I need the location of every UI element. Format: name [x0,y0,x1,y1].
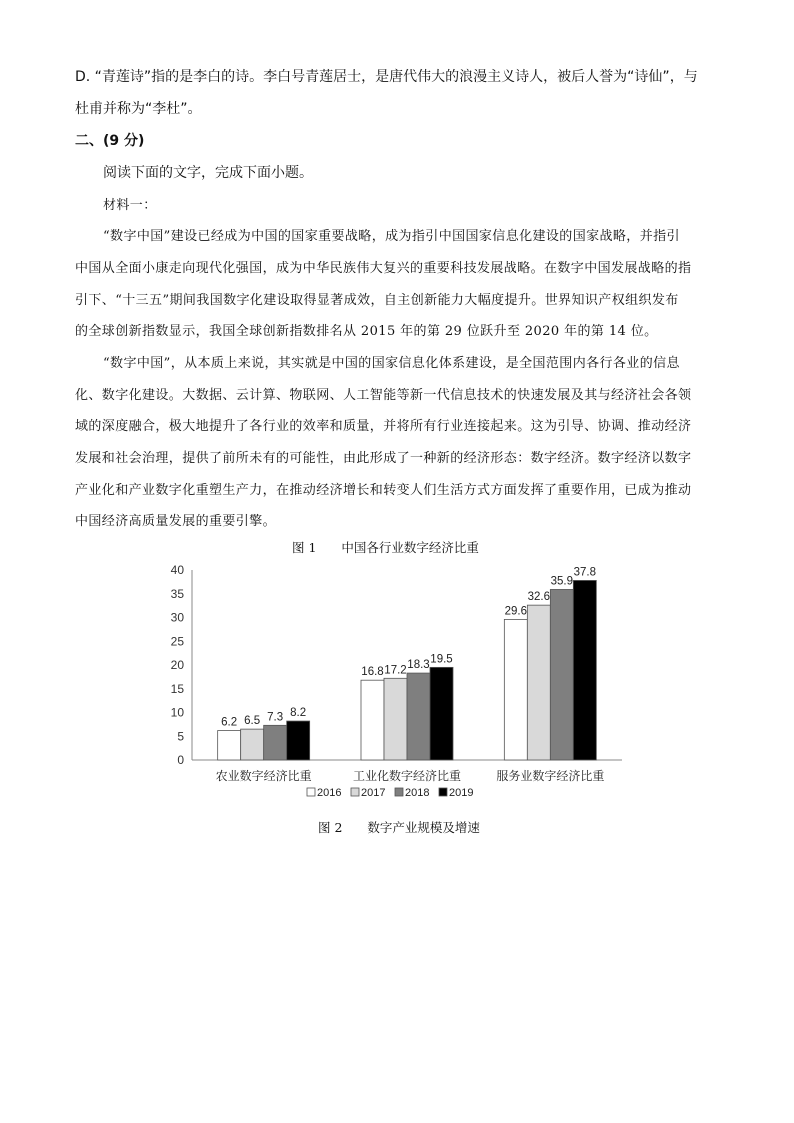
legend-swatch [439,788,447,796]
y-tick-label: 35 [170,586,184,601]
bar [550,589,573,760]
data-label: 16.8 [361,666,384,679]
bar [407,673,430,760]
y-tick-label: 0 [177,753,184,767]
data-label: 6.2 [221,716,238,729]
data-label: 6.5 [244,715,261,728]
legend-label: 2018 [405,787,430,799]
data-label: 29.6 [504,605,528,618]
bar [218,731,241,760]
material-label: 材料一： [103,198,157,213]
figure-1-caption: 图 1 中国各行业数字经济比重 [292,540,479,555]
legend-swatch [395,788,403,796]
bar [573,580,596,760]
paragraph-line: 中国从全面小康走向现代化强国，成为中华民族伟大复兴的重要科技发展战略。在数字中国发展战略的指 [75,261,692,276]
x-category-label: 农业数字经济比重 [215,769,312,783]
section-heading: 二、(9 分) [75,133,145,149]
instruction-text: 阅读下面的文字，完成下面小题。 [103,165,313,181]
x-category-label: 工业化数字经济比重 [352,769,462,783]
data-label: 19.5 [430,653,453,666]
data-label: 8.2 [290,707,307,720]
bar [504,619,527,760]
paragraph-line: 发展和社会治理，提供了前所未有的可能性，由此形成了一种新的经济形态：数字经济。数字经济以数字 [75,451,692,466]
figure-2-caption: 图 2 数字产业规模及增速 [318,820,480,835]
data-label: 32.6 [527,591,551,604]
legend-swatch [351,788,359,796]
bar [430,667,453,760]
legend-swatch [307,788,315,796]
x-category-label: 服务业数字经济比重 [496,769,605,783]
paragraph-line: 的全球创新指数显示，我国全球创新指数排名从 2015 年的第 29 位跃升至 2020 年的第 14 位。 [75,324,658,339]
data-label: 35.9 [550,575,574,588]
option-d-line-1: D. “青莲诗”指的是李白的诗。李白号青莲居士，是唐代伟大的浪漫主义诗人，被后人誉为“诗仙”，与 [75,69,698,85]
paragraph-line: 产业化和产业数字化重塑生产力，在推动经济增长和转变人们生活方式方面发挥了重要作用，已成为推动 [75,483,692,498]
paragraph-line: “数字中国”建设已经成为中国的国家重要战略，成为指引中国国家信息化建设的国家战略，并指引 [103,229,680,244]
y-tick-label: 25 [170,634,184,649]
y-tick-label: 40 [170,563,184,577]
bar [264,725,287,760]
y-tick-label: 5 [177,729,184,744]
paragraph-line: “数字中国”，从本质上来说，其实就是中国的国家信息化体系建设，是全国范围内各行各业的信息 [103,356,680,371]
y-tick-label: 10 [170,705,184,720]
data-label: 7.3 [267,711,284,724]
bar [287,721,310,760]
bar [527,605,550,760]
data-label: 18.3 [407,659,430,672]
paragraph-line: 化、数字化建设。大数据、云计算、物联网、人工智能等新一代信息技术的快速发展及其与经济社会各领 [75,388,692,403]
y-tick-label: 30 [170,610,184,625]
bar-chart [160,560,630,810]
paragraph-line: 中国经济高质量发展的重要引擎。 [75,514,277,529]
y-tick-label: 15 [170,681,184,696]
y-tick-label: 20 [170,658,184,672]
paragraph-line: 域的深度融合，极大地提升了各行业的效率和质量，并将所有行业连接起来。这为引导、协调、推动经济 [75,419,692,434]
paragraph-line: 引下、“十三五”期间我国数字化建设取得显著成效，自主创新能力大幅度提升。世界知识产权组织发布 [75,293,679,308]
legend-label: 2017 [361,787,386,799]
bar [384,678,407,760]
bar [241,729,264,760]
bar [361,680,384,760]
option-d-line-2: 杜甫并称为“李杜”。 [75,101,202,117]
legend-label: 2019 [449,787,474,799]
data-label: 17.2 [384,664,407,677]
data-label: 37.8 [573,566,597,579]
legend-label: 2016 [317,787,342,799]
